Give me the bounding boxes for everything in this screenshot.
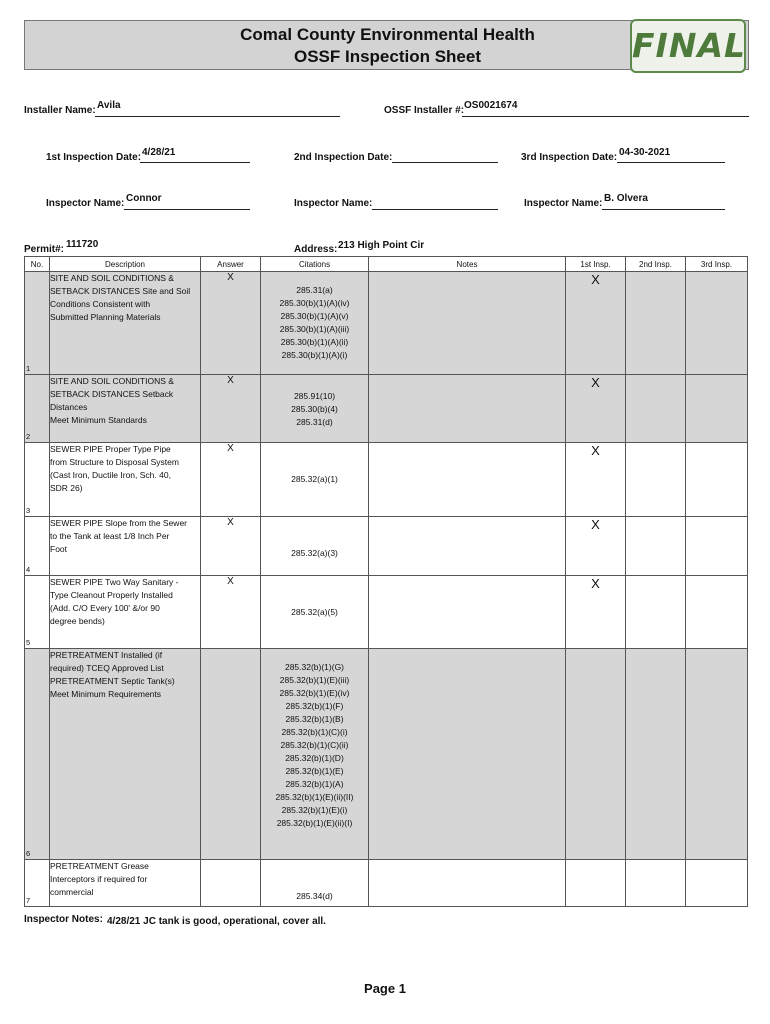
notes-cell <box>369 272 566 375</box>
first-inspection-date-label: 1st Inspection Date: <box>46 152 142 163</box>
inspector-3-line <box>602 209 725 210</box>
description-line: to the Tank at least 1/8 Inch Per <box>50 531 170 541</box>
ossf-installer-label: OSSF Installer #: <box>384 105 465 116</box>
description-line: commercial <box>50 887 94 897</box>
description-line: Interceptors if required for <box>50 874 148 884</box>
inspector-2-label: Inspector Name: <box>294 198 373 209</box>
installer-name-line <box>95 116 340 117</box>
description-line: SITE AND SOIL CONDITIONS & <box>50 273 174 283</box>
row-number-cell <box>25 576 50 649</box>
ossf-installer-value: OS0021674 <box>464 100 518 111</box>
row-number-cell <box>25 272 50 375</box>
description-line: Meet Minimum Standards <box>50 415 147 425</box>
citation: 285.32(a)(5) <box>291 607 338 617</box>
description-line: (Cast Iron, Ductile Iron, Sch. 40, <box>50 470 171 480</box>
answer-cell: X <box>201 272 261 375</box>
third-inspection-cell <box>686 860 748 907</box>
second-inspection-cell <box>626 375 686 443</box>
description-line: from Structure to Disposal System <box>50 457 179 467</box>
column-header: 3rd Insp. <box>686 257 748 272</box>
inspector-notes-label: Inspector Notes: <box>24 914 103 925</box>
inspector-1-value: Connor <box>126 193 162 204</box>
description-line: (Add. C/O Every 100' &/or 90 <box>50 603 160 613</box>
column-header: No. <box>25 257 50 272</box>
final-stamp: FINAL <box>630 19 746 73</box>
description-line: Conditions Consistent with <box>50 299 151 309</box>
description-line: SEWER PIPE Slope from the Sewer <box>50 518 187 528</box>
description-line: PRETREATMENT Septic Tank(s) <box>50 676 175 686</box>
third-inspection-cell <box>686 649 748 860</box>
citation: 285.30(b)(4) <box>291 404 338 414</box>
table-row <box>25 443 748 517</box>
description-cell <box>50 860 201 907</box>
citation: 285.32(b)(1)(E) <box>285 766 344 776</box>
ossf-installer-line <box>462 116 749 117</box>
second-inspection-cell <box>626 860 686 907</box>
description-line: SITE AND SOIL CONDITIONS & <box>50 376 174 386</box>
citation: 285.32(b)(1)(C)(ii) <box>280 740 349 750</box>
answer-cell <box>201 860 261 907</box>
column-header: Answer <box>201 257 261 272</box>
notes-cell <box>369 517 566 576</box>
citations-cell <box>261 860 369 907</box>
third-inspection-cell <box>686 517 748 576</box>
third-inspection-date-line <box>617 162 725 163</box>
citation: 285.32(a)(3) <box>291 548 338 558</box>
row-number: 2 <box>26 432 31 441</box>
answer-cell: X <box>201 517 261 576</box>
citation: 285.32(b)(1)(E)(i) <box>281 805 348 815</box>
description-cell <box>50 576 201 649</box>
column-header: Description <box>50 257 201 272</box>
row-number: 6 <box>26 849 31 858</box>
citation: 285.32(b)(1)(E)(iii) <box>279 675 350 685</box>
description-line: SEWER PIPE Proper Type Pipe <box>50 444 171 454</box>
third-inspection-cell <box>686 375 748 443</box>
third-inspection-date-label: 3rd Inspection Date: <box>521 152 618 163</box>
second-inspection-cell <box>626 272 686 375</box>
notes-cell <box>369 443 566 517</box>
notes-cell <box>369 576 566 649</box>
description-line: SETBACK DISTANCES Setback <box>50 389 174 399</box>
answer-cell: X <box>201 443 261 517</box>
document-subtitle: OSSF Inspection Sheet <box>293 47 482 66</box>
inspector-1-label: Inspector Name: <box>46 198 125 209</box>
description-line: PRETREATMENT Grease <box>50 861 149 871</box>
citation: 285.32(b)(1)(E)(iv) <box>279 688 350 698</box>
description-cell <box>50 375 201 443</box>
table-row <box>25 649 748 860</box>
inspector-1-line <box>124 209 250 210</box>
citation: 285.30(b)(1)(A)(iv) <box>279 298 350 308</box>
second-inspection-cell <box>626 443 686 517</box>
description-line: Submitted Planning Materials <box>50 312 161 322</box>
row-number-cell <box>25 649 50 860</box>
table-row <box>25 272 748 375</box>
second-inspection-date-label: 2nd Inspection Date: <box>294 152 393 163</box>
citation: 285.32(b)(1)(C)(i) <box>281 727 348 737</box>
inspector-3-label: Inspector Name: <box>524 198 603 209</box>
permit-value: 111720 <box>66 239 99 250</box>
citation: 285.30(b)(1)(A)(ii) <box>280 337 349 347</box>
row-number: 3 <box>26 506 31 515</box>
citation: 285.91(10) <box>293 391 336 401</box>
answer-cell: X <box>201 375 261 443</box>
third-inspection-cell <box>686 272 748 375</box>
description-cell <box>50 517 201 576</box>
first-inspection-date-line <box>140 162 250 163</box>
row-number: 1 <box>26 364 31 373</box>
table-row <box>25 576 748 649</box>
first-inspection-date-value: 4/28/21 <box>142 147 176 158</box>
table-row <box>25 860 748 907</box>
description-line: required) TCEQ Approved List <box>50 663 164 673</box>
citation: 285.30(b)(1)(A)(i) <box>281 350 348 360</box>
table-header-row <box>25 257 748 272</box>
description-cell <box>50 443 201 517</box>
first-inspection-cell: X <box>566 375 626 443</box>
first-inspection-cell <box>566 860 626 907</box>
notes-cell <box>369 860 566 907</box>
second-inspection-cell <box>626 649 686 860</box>
citation: 285.30(b)(1)(A)(v) <box>280 311 349 321</box>
citations-cell <box>261 517 369 576</box>
row-number: 5 <box>26 638 31 647</box>
first-inspection-cell <box>566 649 626 860</box>
description-line: Distances <box>50 402 88 412</box>
citation: 285.32(b)(1)(A) <box>285 779 344 789</box>
inspector-notes-value: 4/28/21 JC tank is good, operational, cover all. <box>107 916 326 927</box>
row-number-cell <box>25 860 50 907</box>
citations-cell <box>261 443 369 517</box>
first-inspection-cell: X <box>566 272 626 375</box>
citation: 285.32(b)(1)(E)(ii)(II) <box>275 792 354 802</box>
third-inspection-cell <box>686 576 748 649</box>
description-line: PRETREATMENT Installed (if <box>50 650 163 660</box>
row-number: 7 <box>26 896 31 905</box>
answer-cell: X <box>201 576 261 649</box>
answer-cell <box>201 649 261 860</box>
citation: 285.31(a) <box>296 285 333 295</box>
column-header: 1st Insp. <box>566 257 626 272</box>
third-inspection-date-value: 04-30-2021 <box>619 147 671 158</box>
citations-cell <box>261 649 369 860</box>
citation: 285.32(b)(1)(B) <box>285 714 344 724</box>
row-number: 4 <box>26 565 31 574</box>
page-number: Page 1 <box>364 981 406 996</box>
column-header: 2nd Insp. <box>626 257 686 272</box>
first-inspection-cell: X <box>566 443 626 517</box>
first-inspection-cell: X <box>566 517 626 576</box>
citation: 285.32(a)(1) <box>291 474 338 484</box>
installer-name-value: Avila <box>97 100 121 111</box>
second-inspection-date-line <box>392 162 498 163</box>
address-label: Address: <box>294 244 338 255</box>
document-title: Comal County Environmental Health <box>240 25 535 44</box>
description-line: Type Cleanout Properly Installed <box>50 590 173 600</box>
citation: 285.32(b)(1)(F) <box>285 701 344 711</box>
third-inspection-cell <box>686 443 748 517</box>
first-inspection-cell: X <box>566 576 626 649</box>
citation: 285.30(b)(1)(A)(iii) <box>279 324 350 334</box>
citations-cell <box>261 272 369 375</box>
description-line: SEWER PIPE Two Way Sanitary - <box>50 577 179 587</box>
citation: 285.32(b)(1)(G) <box>284 662 345 672</box>
description-line: degree bends) <box>50 616 105 626</box>
citation: 285.32(b)(1)(E)(ii)(I) <box>276 818 353 828</box>
permit-label: Permit#: <box>24 244 65 255</box>
citation: 285.34(d) <box>296 891 333 901</box>
citations-cell <box>261 576 369 649</box>
description-line: Foot <box>50 544 68 554</box>
row-number-cell <box>25 375 50 443</box>
table-row <box>25 375 748 443</box>
second-inspection-cell <box>626 576 686 649</box>
description-line: SDR 26) <box>50 483 83 493</box>
row-number-cell <box>25 443 50 517</box>
installer-name-label: Installer Name: <box>24 105 96 116</box>
column-header: Citations <box>261 257 369 272</box>
description-cell <box>50 272 201 375</box>
row-number-cell <box>25 517 50 576</box>
table-row <box>25 517 748 576</box>
citation: 285.32(b)(1)(D) <box>285 753 344 763</box>
description-cell <box>50 649 201 860</box>
citation: 285.31(d) <box>296 417 333 427</box>
notes-cell <box>369 375 566 443</box>
address-value: 213 High Point Cir <box>338 240 425 251</box>
inspector-2-line <box>372 209 498 210</box>
column-header: Notes <box>369 257 566 272</box>
description-line: Meet Minimum Requirements <box>50 689 162 699</box>
notes-cell <box>369 649 566 860</box>
description-line: SETBACK DISTANCES Site and Soil <box>50 286 191 296</box>
inspector-3-value: B. Olvera <box>604 193 648 204</box>
citations-cell <box>261 375 369 443</box>
second-inspection-cell <box>626 517 686 576</box>
inspection-table <box>24 256 748 907</box>
